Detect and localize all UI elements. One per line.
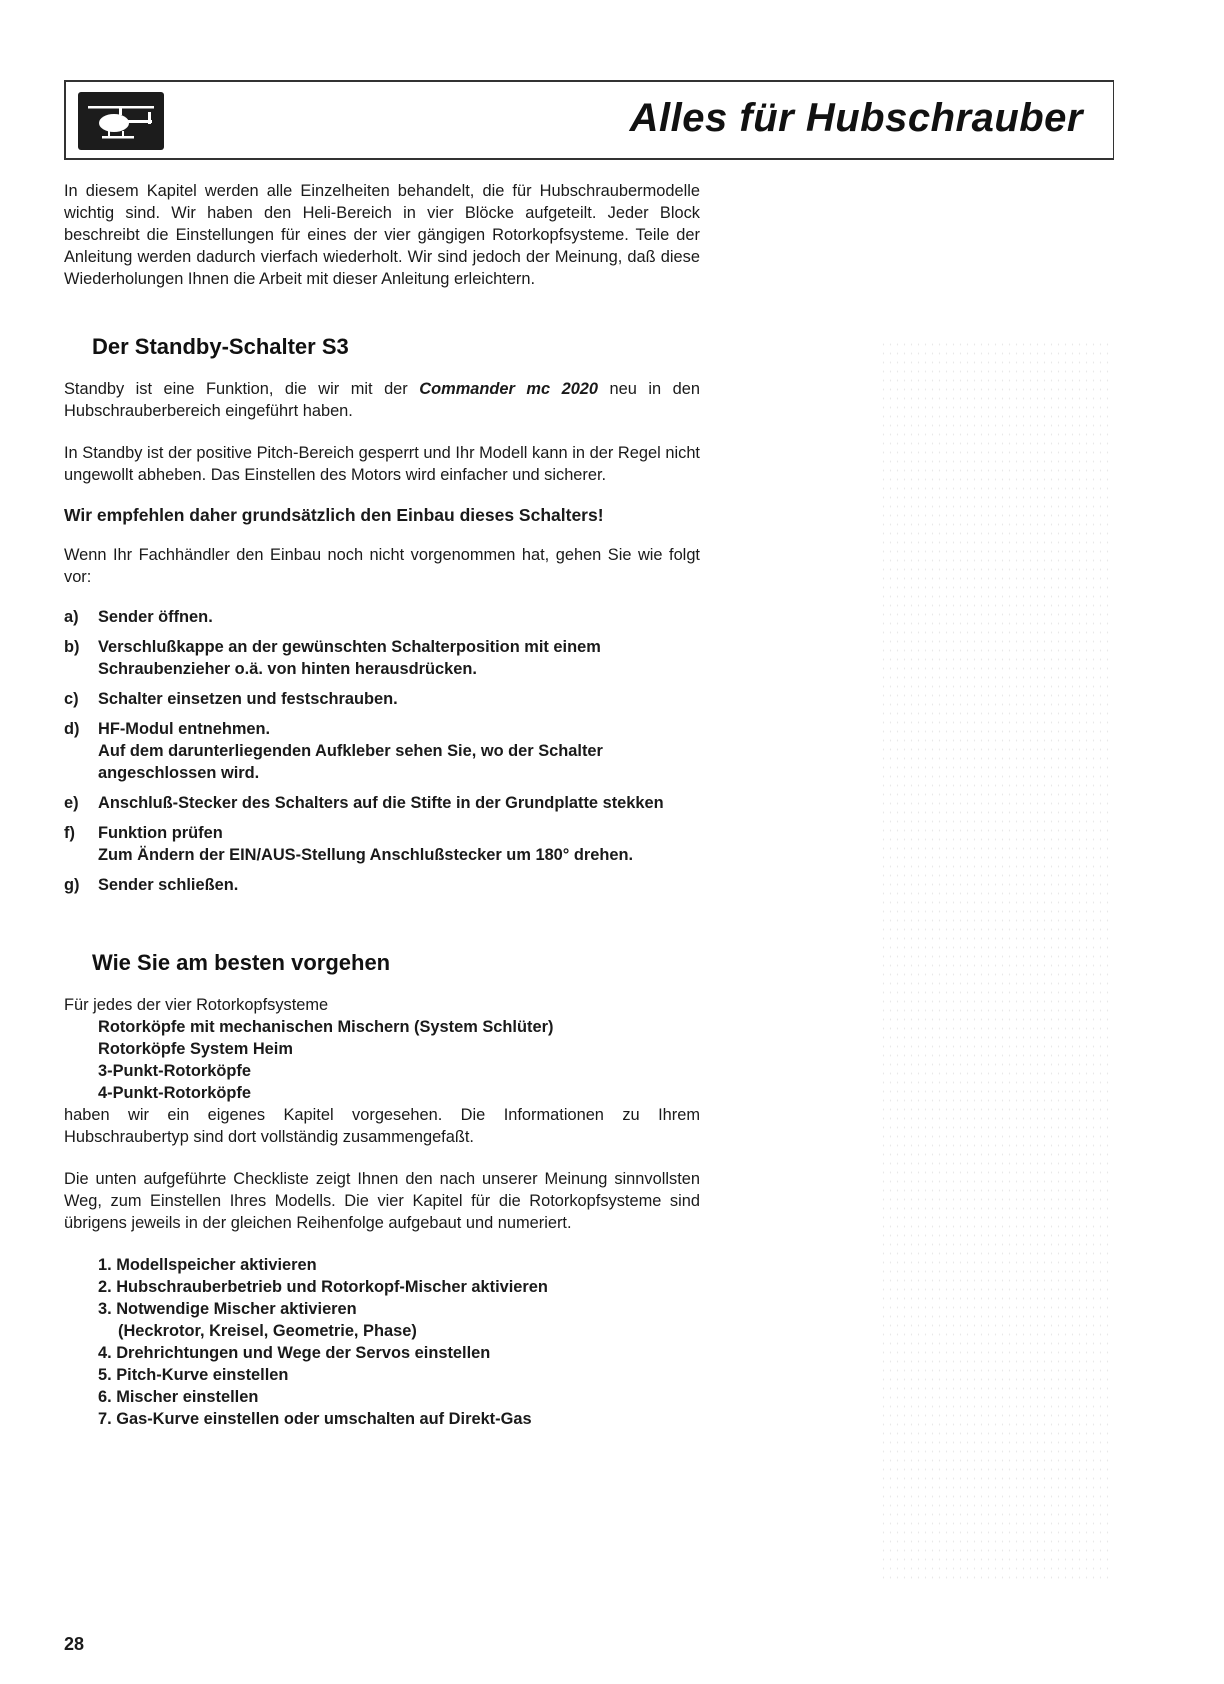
standby-paragraph-2: In Standby ist der positive Pitch-Bereich gesperrt und Ihr Modell kann in der Regel nicht ungewollt abheben. Das Einstellen des Motors wird einfacher und sicherer. xyxy=(64,444,700,484)
list-item: 3-Punkt-Rotorköpfe xyxy=(98,1062,251,1080)
list-item: d) HF-Modul entnehmen. Auf dem darunterliegenden Aufkleber sehen Sie, wo der Schalter angeschlossen wird. xyxy=(64,720,603,782)
list-item: e) Anschluß-Stecker des Schalters auf die Stifte in der Grundplatte stekken xyxy=(64,794,664,812)
list-item: 6. Mischer einstellen xyxy=(98,1388,259,1406)
list-item: 5. Pitch-Kurve einstellen xyxy=(98,1366,289,1384)
standby-paragraph-1: Standby ist eine Funktion, die wir mit der Commander mc 2020 neu in den Hubschrauberbereich eingeführt haben. xyxy=(64,380,700,420)
procedure-paragraph-2: Die unten aufgeführte Checkliste zeigt Ihnen den nach unserer Meinung sinnvollsten Weg, zum Einstellen Ihres Modells. Die vier Kapitel für die Rotorkopfsysteme sind übrigens jeweils in der gleichen Reihenfolge aufgebaut und numeriert. xyxy=(64,1170,700,1232)
list-item: f) Funktion prüfen Zum Ändern der EIN/AUS-Stellung Anschlußstecker um 180° drehen. xyxy=(64,824,634,864)
list-item: Rotorköpfe System Heim xyxy=(98,1040,293,1058)
procedure-lead: Für jedes der vier Rotorkopfsysteme xyxy=(64,996,329,1014)
standby-heading: Der Standby-Schalter S3 xyxy=(92,334,349,359)
list-item: a) Sender öffnen. xyxy=(64,608,213,626)
standby-paragraph-3: Wenn Ihr Fachhändler den Einbau noch nicht vorgenommen hat, gehen Sie wie folgt vor: xyxy=(64,546,700,586)
chapter-header xyxy=(64,80,1114,160)
checklist xyxy=(64,1254,700,1430)
main-content xyxy=(64,180,700,1430)
procedure-heading: Wie Sie am besten vorgehen xyxy=(92,950,391,975)
list-item: Rotorköpfe mit mechanischen Mischern (System Schlüter) xyxy=(98,1018,554,1036)
page-title: Alles für Hubschrauber xyxy=(629,96,1083,140)
list-item: c) Schalter einsetzen und festschrauben. xyxy=(64,690,398,708)
scan-noise xyxy=(880,340,1110,1580)
intro-paragraph: In diesem Kapitel werden alle Einzelheiten behandelt, die für Hubschraubermodelle wichtig sind. Wir haben den Heli-Bereich in vier Blöcke aufgeteilt. Jeder Block beschreibt die Einstellungen für eines der vier gängigen Rotorkopfsysteme. Teile der Anleitung werden dadurch vierfach wiederholt. Wir sind jedoch der Meinung, daß diese Wiederholungen Ihnen die Arbeit mit dieser Anleitung erleichtern. xyxy=(64,182,700,288)
helicopter-icon xyxy=(78,92,164,150)
list-item: 4. Drehrichtungen und Wege der Servos einstellen xyxy=(98,1344,491,1362)
list-item: 2. Hubschrauberbetrieb und Rotorkopf-Mischer aktivieren xyxy=(98,1278,548,1296)
product-name: Commander mc 2020 xyxy=(419,380,599,398)
list-item: g) Sender schließen. xyxy=(64,876,239,894)
list-item: 3. Notwendige Mischer aktivieren (Heckrotor, Kreisel, Geometrie, Phase) xyxy=(98,1300,417,1340)
procedure-paragraph-1: haben wir ein eigenes Kapitel vorgesehen. Die Informationen zu Ihrem Hubschraubertyp sind dort vollständig zusammengefaßt. xyxy=(64,1106,700,1146)
list-item: b) Verschlußkappe an der gewünschten Schalterposition mit einem Schraubenzieher o.ä. von hinten herausdrücken. xyxy=(64,638,601,678)
recommendation: Wir empfehlen daher grundsätzlich den Einbau dieses Schalters! xyxy=(64,505,604,525)
install-steps xyxy=(64,606,700,896)
page-number: 28 xyxy=(64,1634,85,1654)
list-item: 7. Gas-Kurve einstellen oder umschalten auf Direkt-Gas xyxy=(98,1410,532,1428)
list-item: 4-Punkt-Rotorköpfe xyxy=(98,1084,251,1102)
rotor-systems-list xyxy=(64,1016,700,1104)
list-item: 1. Modellspeicher aktivieren xyxy=(98,1256,317,1274)
